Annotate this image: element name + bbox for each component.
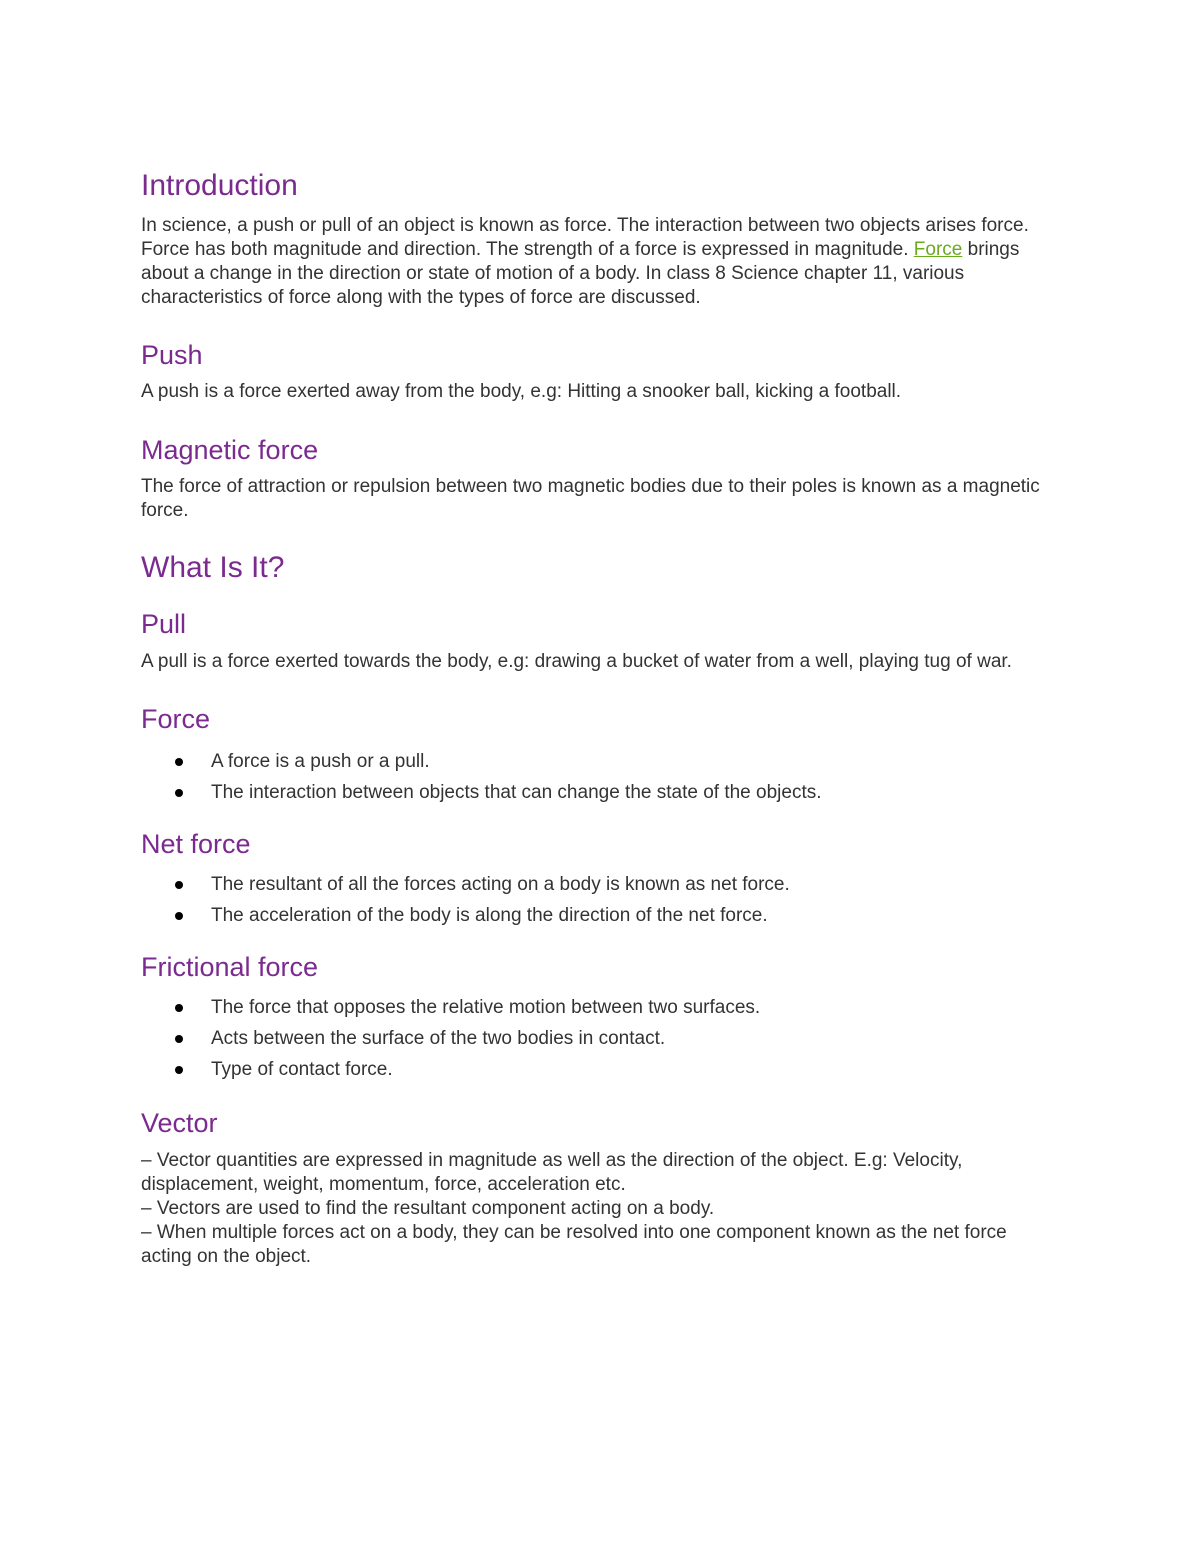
list-item (141, 869, 1061, 900)
heading-magnetic-force: Magnetic force (141, 435, 319, 466)
bullet-icon (175, 881, 183, 889)
introduction-text-2: brings about a change in the direction or state of motion of a body. In class 8 Science chapter 11, various characteristics of force along with the types of force are discussed. (141, 239, 1020, 308)
magnetic-force-paragraph: The force of attraction or repulsion between two magnetic bodies due to their poles is known as a magnetic force. (141, 475, 1040, 521)
introduction-text-1: In science, a push or pull of an object is known as force. The interaction between two objects arises force. Force has both magnitude and direction. The strength of a force is expressed in magnitude. (141, 215, 1029, 260)
list-item-text: The interaction between objects that can change the state of the objects. (211, 781, 822, 803)
net-force-list (141, 869, 1061, 931)
bullet-icon (175, 758, 183, 766)
vector-line: – Vectors are used to find the resultant component acting on a body. (141, 1197, 715, 1219)
list-item (141, 746, 1061, 777)
bullet-icon (175, 912, 183, 920)
bullet-icon (175, 1066, 183, 1074)
list-item-text: A force is a push or a pull. (211, 750, 430, 772)
introduction-paragraph (141, 214, 1061, 310)
vector-line: – When multiple forces act on a body, they can be resolved into one component known as the net force acting on the object. (141, 1221, 1007, 1267)
document-page (141, 168, 1061, 1269)
heading-force: Force (141, 704, 211, 735)
list-item-text: The acceleration of the body is along the direction of the net force. (211, 904, 768, 926)
list-item-text: The force that opposes the relative motion between two surfaces. (211, 997, 761, 1019)
heading-push: Push (141, 340, 203, 370)
heading-pull: Pull (141, 608, 187, 639)
list-item-text: Type of contact force. (211, 1059, 393, 1081)
heading-introduction: Introduction (141, 169, 298, 202)
list-item (141, 992, 1061, 1023)
heading-vector: Vector (141, 1108, 218, 1139)
bullet-icon (175, 1035, 183, 1043)
list-item (141, 777, 1061, 808)
heading-frictional-force: Frictional force (141, 951, 319, 982)
force-list (141, 746, 1061, 808)
list-item-text: Acts between the surface of the two bodies in contact. (211, 1028, 666, 1050)
list-item (141, 1054, 1061, 1085)
bullet-icon (175, 1004, 183, 1012)
force-link[interactable]: Force (913, 239, 963, 260)
list-item (141, 1023, 1061, 1054)
vector-line: – Vector quantities are expressed in magnitude as well as the direction of the object. E.g: Velocity, displacement, weight, momentum, force, acceleration etc. (141, 1149, 963, 1195)
frictional-force-list (141, 992, 1061, 1085)
push-paragraph: A push is a force exerted away from the body, e.g: Hitting a snooker ball, kicking a football. (141, 381, 902, 403)
pull-paragraph: A pull is a force exerted towards the body, e.g: drawing a bucket of water from a well, playing tug of war. (141, 651, 1012, 673)
list-item-text: The resultant of all the forces acting on a body is known as net force. (211, 873, 790, 895)
list-item (141, 900, 1061, 931)
bullet-icon (175, 789, 183, 797)
heading-what-is-it: What Is It? (141, 550, 285, 584)
heading-net-force: Net force (141, 828, 251, 859)
